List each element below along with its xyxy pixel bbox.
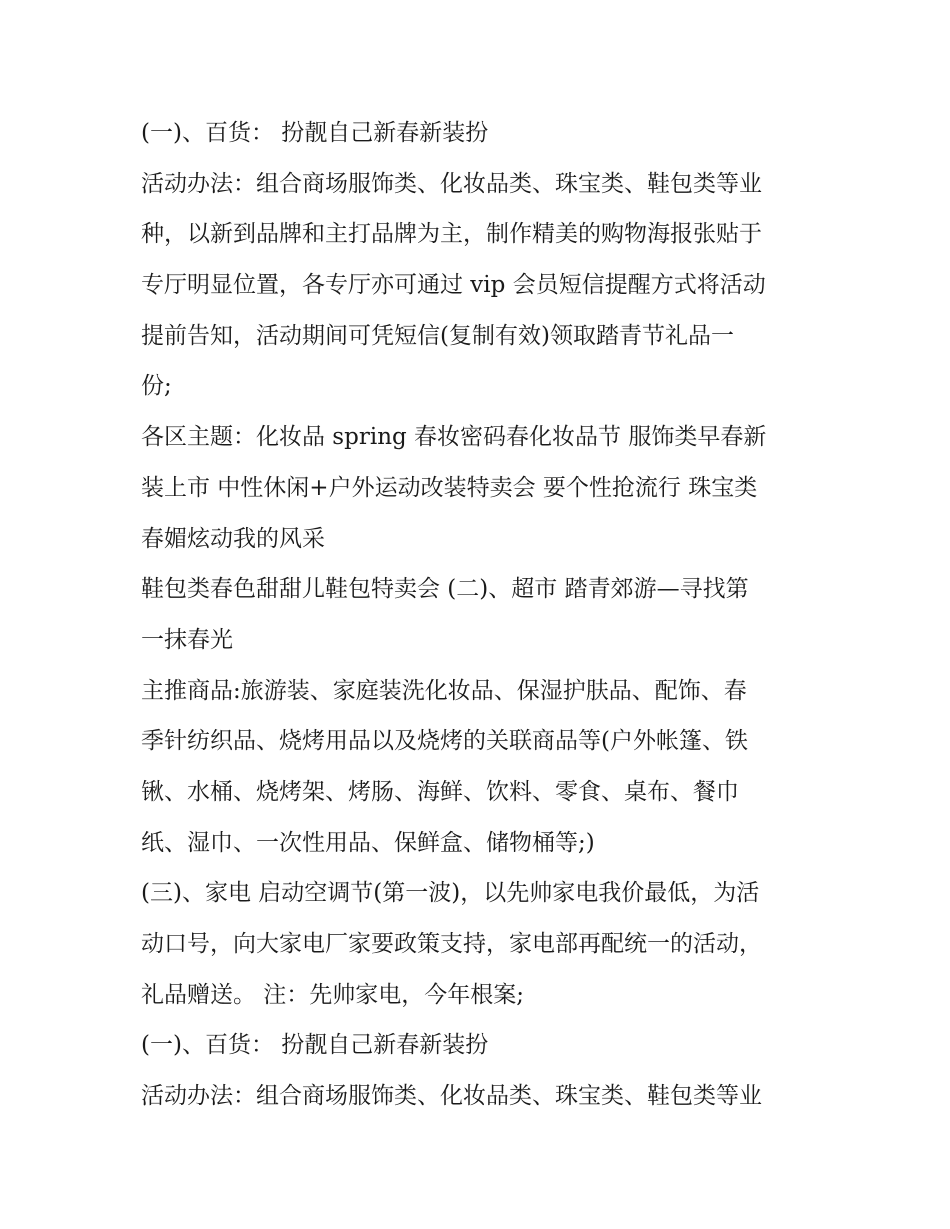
text-line: 活动办法：组合商场服饰类、化妆品类、珠宝类、鞋包类等业 xyxy=(141,170,762,197)
text-line: 各区主题：化妆品 spring 春妆密码春化妆品节 服饰类早春新 xyxy=(141,424,767,451)
text-line: (一)、百货： 扮靓自己新春新装扮 xyxy=(141,1032,489,1059)
document-body xyxy=(141,108,821,1122)
text-line: 春媚炫动我的风采 xyxy=(141,525,325,552)
text-line: 季针纺织品、烧烤用品以及烧烤的关联商品等(户外帐篷、铁 xyxy=(141,728,748,755)
text-line: 纸、湿巾、一次性用品、保鲜盒、储物桶等;) xyxy=(141,829,595,856)
text-line: (一)、百货： 扮靓自己新春新装扮 xyxy=(141,120,489,146)
text-line: 种，以新到品牌和主打品牌为主，制作精美的购物海报张贴于 xyxy=(141,221,762,248)
text-line: 提前告知，活动期间可凭短信(复制有效)领取踏青节礼品一 xyxy=(141,322,734,349)
text-line: 一抹春光 xyxy=(141,626,233,653)
text-line: 主推商品:旅游装、家庭装洗化妆品、保湿护肤品、配饰、春 xyxy=(141,677,747,704)
text-line: (三)、家电 启动空调节(第一波)，以先帅家电我价最低，为活 xyxy=(141,880,760,907)
text-line: 活动办法：组合商场服饰类、化妆品类、珠宝类、鞋包类等业 xyxy=(141,1083,762,1110)
text-line: 份; xyxy=(141,373,172,400)
text-line: 装上市 中性休闲+户外运动改装特卖会 要个性抢流行 珠宝类 xyxy=(141,474,758,501)
text-line: 动口号，向大家电厂家要政策支持，家电部再配统一的活动， xyxy=(141,931,762,957)
text-line: 锹、水桶、烧烤架、烤肠、海鲜、饮料、零食、桌布、餐巾 xyxy=(141,778,739,805)
text-line: 鞋包类春色甜甜儿鞋包特卖会 (二)、超市 踏青郊游—寻找第 xyxy=(141,576,749,603)
text-line: 专厅明显位置，各专厅亦可通过 vip 会员短信提醒方式将活动 xyxy=(141,272,766,299)
text-line: 礼品赠送。 注：先帅家电，今年根案; xyxy=(141,981,525,1008)
